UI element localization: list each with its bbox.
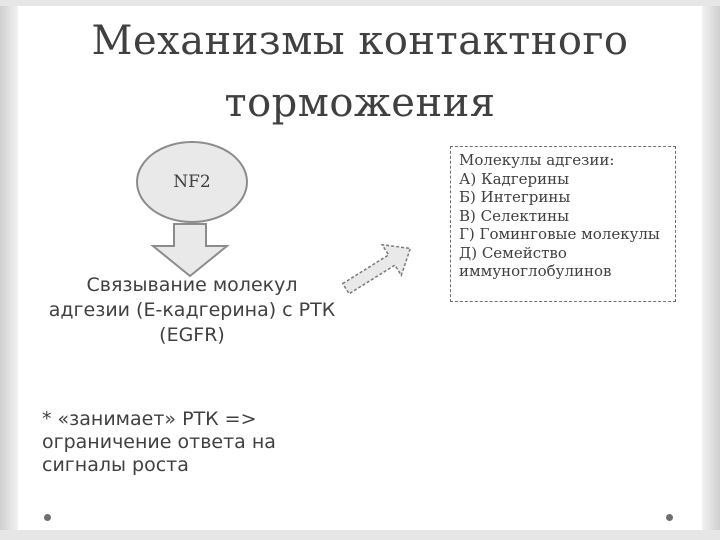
slide-title-line-2: торможения — [224, 80, 496, 126]
rtk-note-line-2: ограничение ответа на — [42, 431, 276, 453]
binding-description — [22, 273, 362, 348]
bottom-right-dot — [666, 514, 673, 521]
bottom-left-dot — [44, 514, 51, 521]
adhesion-heading: Молекулы адгезии: — [459, 151, 615, 169]
nf2-label: NF2 — [173, 172, 211, 192]
adhesion-item: А) Кадгерины — [459, 169, 570, 188]
diagonal-arrow-icon — [338, 236, 420, 300]
adhesion-item: иммуноглобулинов — [459, 262, 612, 280]
down-arrow-icon — [150, 222, 230, 278]
binding-line-3: (EGFR) — [159, 324, 225, 346]
adhesion-item: Д) Семейство — [459, 243, 567, 262]
adhesion-item: Б) Интегрины — [459, 188, 571, 206]
binding-line-1: Связывание молекул — [86, 274, 298, 296]
adhesion-item: В) Селектины — [459, 206, 570, 225]
slide-frame-right — [702, 0, 720, 540]
slide-title-line-1: Механизмы контактного — [91, 18, 629, 64]
slide-frame-top — [0, 0, 720, 6]
adhesion-item: Г) Гоминговые молекулы — [459, 225, 660, 243]
binding-line-2: адгезии (Е-кадгерина) с РТК — [48, 299, 336, 321]
rtk-note-line-3: сигналы роста — [42, 454, 189, 476]
rtk-note-line-1: * «занимает» РТК => — [42, 408, 257, 430]
nf2-circle — [136, 141, 248, 223]
adhesion-molecules-box — [450, 146, 676, 302]
slide-frame-bottom — [0, 530, 720, 540]
slide-title — [60, 10, 660, 134]
rtk-note — [42, 408, 342, 477]
slide-frame-left — [0, 0, 18, 540]
